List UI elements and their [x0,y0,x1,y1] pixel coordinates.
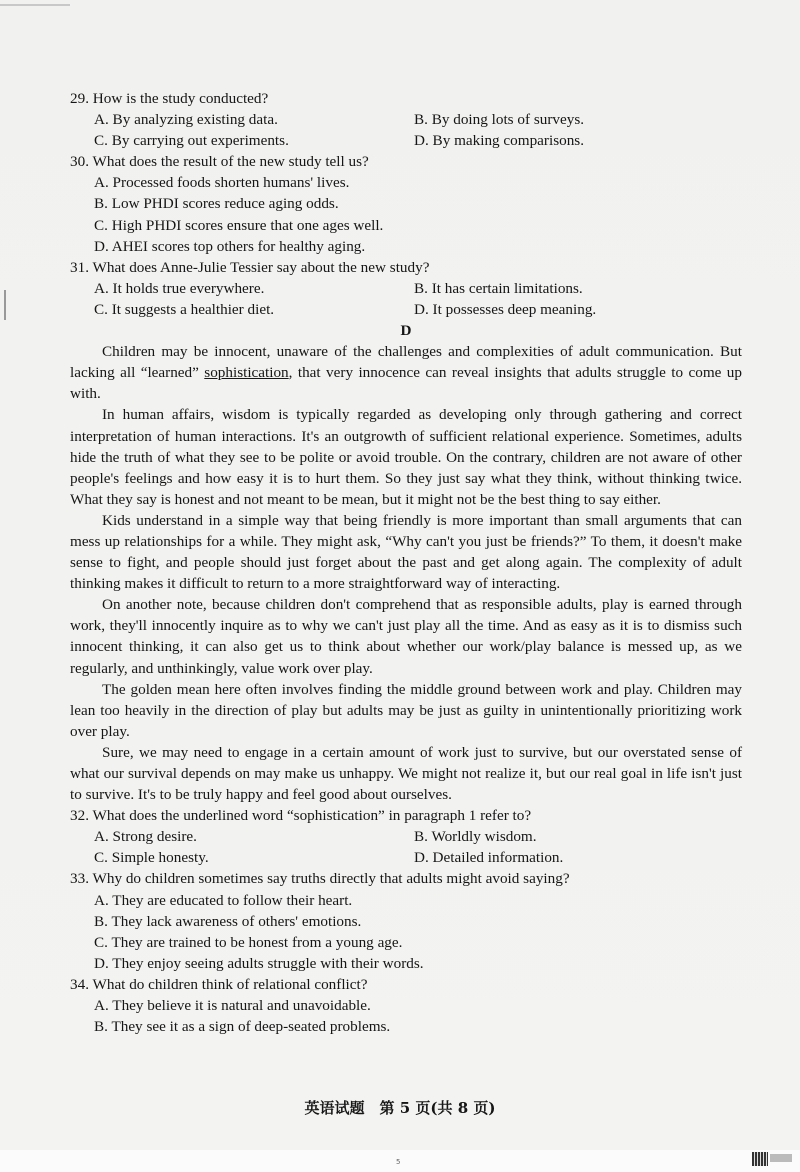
question-30 [70,151,742,256]
qr-code-icon [752,1152,768,1166]
option-b: B. Low PHDI scores reduce aging odds. [94,195,339,213]
question-number: 34. [70,975,89,993]
option-d: D. It possesses deep meaning. [414,300,597,318]
question-number: 29. [70,90,89,107]
option-a: A. It holds true everywhere. [94,279,265,297]
option-d: D. Detailed information. [414,849,564,867]
question-text: What does the underlined word “sophistication” in paragraph 1 refer to? [92,807,532,825]
question-33 [70,868,742,973]
paragraph-6: Sure, we may need to engage in a certain amount of work just to survive, but our overstated sense of what our survival depends on may make us unhappy. We might not realize it, but our real goal in life isn't just to survive. It's to be truly happy and feel good about ourselves. [70,743,742,804]
option-a: A. They believe it is natural and unavoidable. [94,997,371,1015]
option-a: A. They are educated to follow their heart. [94,891,353,909]
option-b: B. It has certain limitations. [414,279,583,297]
option-c: C. It suggests a healthier diet. [94,300,275,318]
option-b: B. Worldly wisdom. [414,828,537,846]
page-content [70,88,742,1037]
question-32 [70,805,742,868]
option-b: B. By doing lots of surveys. [414,111,585,129]
paragraph-5: The golden mean here often involves finding the middle ground between work and play. Children may lean too heavily in the direction of play but adults may be just as guilty in unintentionally prioritizing work over play. [70,680,742,740]
question-text: What does Anne-Julie Tessier say about the new study? [92,258,430,276]
scan-mark [0,4,70,6]
option-c: C. They are trained to be honest from a young age. [94,933,403,951]
option-c: C. By carrying out experiments. [94,132,289,150]
question-text: What does the result of the new study tell us? [92,153,369,171]
option-a: A. Processed foods shorten humans' lives. [94,174,350,192]
brand-logo-icon [770,1154,792,1162]
question-number: 32. [70,807,89,825]
option-a: A. By analyzing existing data. [94,111,278,129]
option-c: C. Simple honesty. [94,849,209,867]
option-d: D. By making comparisons. [414,132,584,150]
question-text: How is the study conducted? [92,90,269,107]
question-text: What do children think of relational conflict? [92,975,368,993]
question-29 [70,88,742,151]
underlined-word: sophistication [204,364,289,382]
section-label: D [400,322,412,340]
passage-d [70,320,742,805]
paragraph-1: Children may be innocent, unaware of the challenges and complexities of adult communication. But lacking all “learned” sophistication, that very innocence can reveal insights that adults struggle to come up with. [70,343,742,403]
paragraph-4: On another note, because children don't comprehend that as responsible adults, play is earned through work, they'll innocently inquire as to why we can't just play all the time. And as easy as it is to dismiss such innocent thinking, it can also get us to think about whether our work/play balance is messed up, as we regularly, and unthinkingly, value work over play. [70,596,742,677]
page-number: 5 [396,1158,401,1166]
option-d: D. AHEI scores top others for healthy aging. [94,237,366,255]
page-footer: 英语试题 第 5 页(共 8 页) [304,1099,496,1117]
option-c: C. High PHDI scores ensure that one ages well. [94,216,384,234]
question-number: 30. [70,153,89,171]
question-34 [70,974,742,1037]
option-b: B. They see it as a sign of deep-seated problems. [94,1018,391,1036]
option-a: A. Strong desire. [94,828,197,846]
option-b: B. They lack awareness of others' emotions. [94,912,362,930]
binding-mark [4,290,6,320]
paragraph-2: In human affairs, wisdom is typically regarded as developing only through gathering and correct interpretation of human interactions. It's an outgrowth of sufficient relational experience. Sometimes, adults hide the truth of what they see to be polite or avoid trouble. On the contrary, children are not aware of other people's feelings and how easy it is to hurt them. So they just say what they think, without thinking twice. What they say is honest and not meant to be mean, but it might not be the best thing to say either. [70,406,742,508]
question-number: 33. [70,870,89,888]
question-number: 31. [70,258,89,276]
option-d: D. They enjoy seeing adults struggle with their words. [94,954,424,972]
question-text: Why do children sometimes say truths directly that adults might avoid saying? [92,870,570,888]
paragraph-3: Kids understand in a simple way that being friendly is more important than small arguments that can mess up relationships for a while. They might ask, “Why can't you just be friends?” To them, it doesn't make sense to fight, and people should just forget about the past and get along again. The complexity of adult thinking makes it difficult to return to a more straightforward way of interacting. [70,511,742,593]
question-31 [70,257,742,320]
